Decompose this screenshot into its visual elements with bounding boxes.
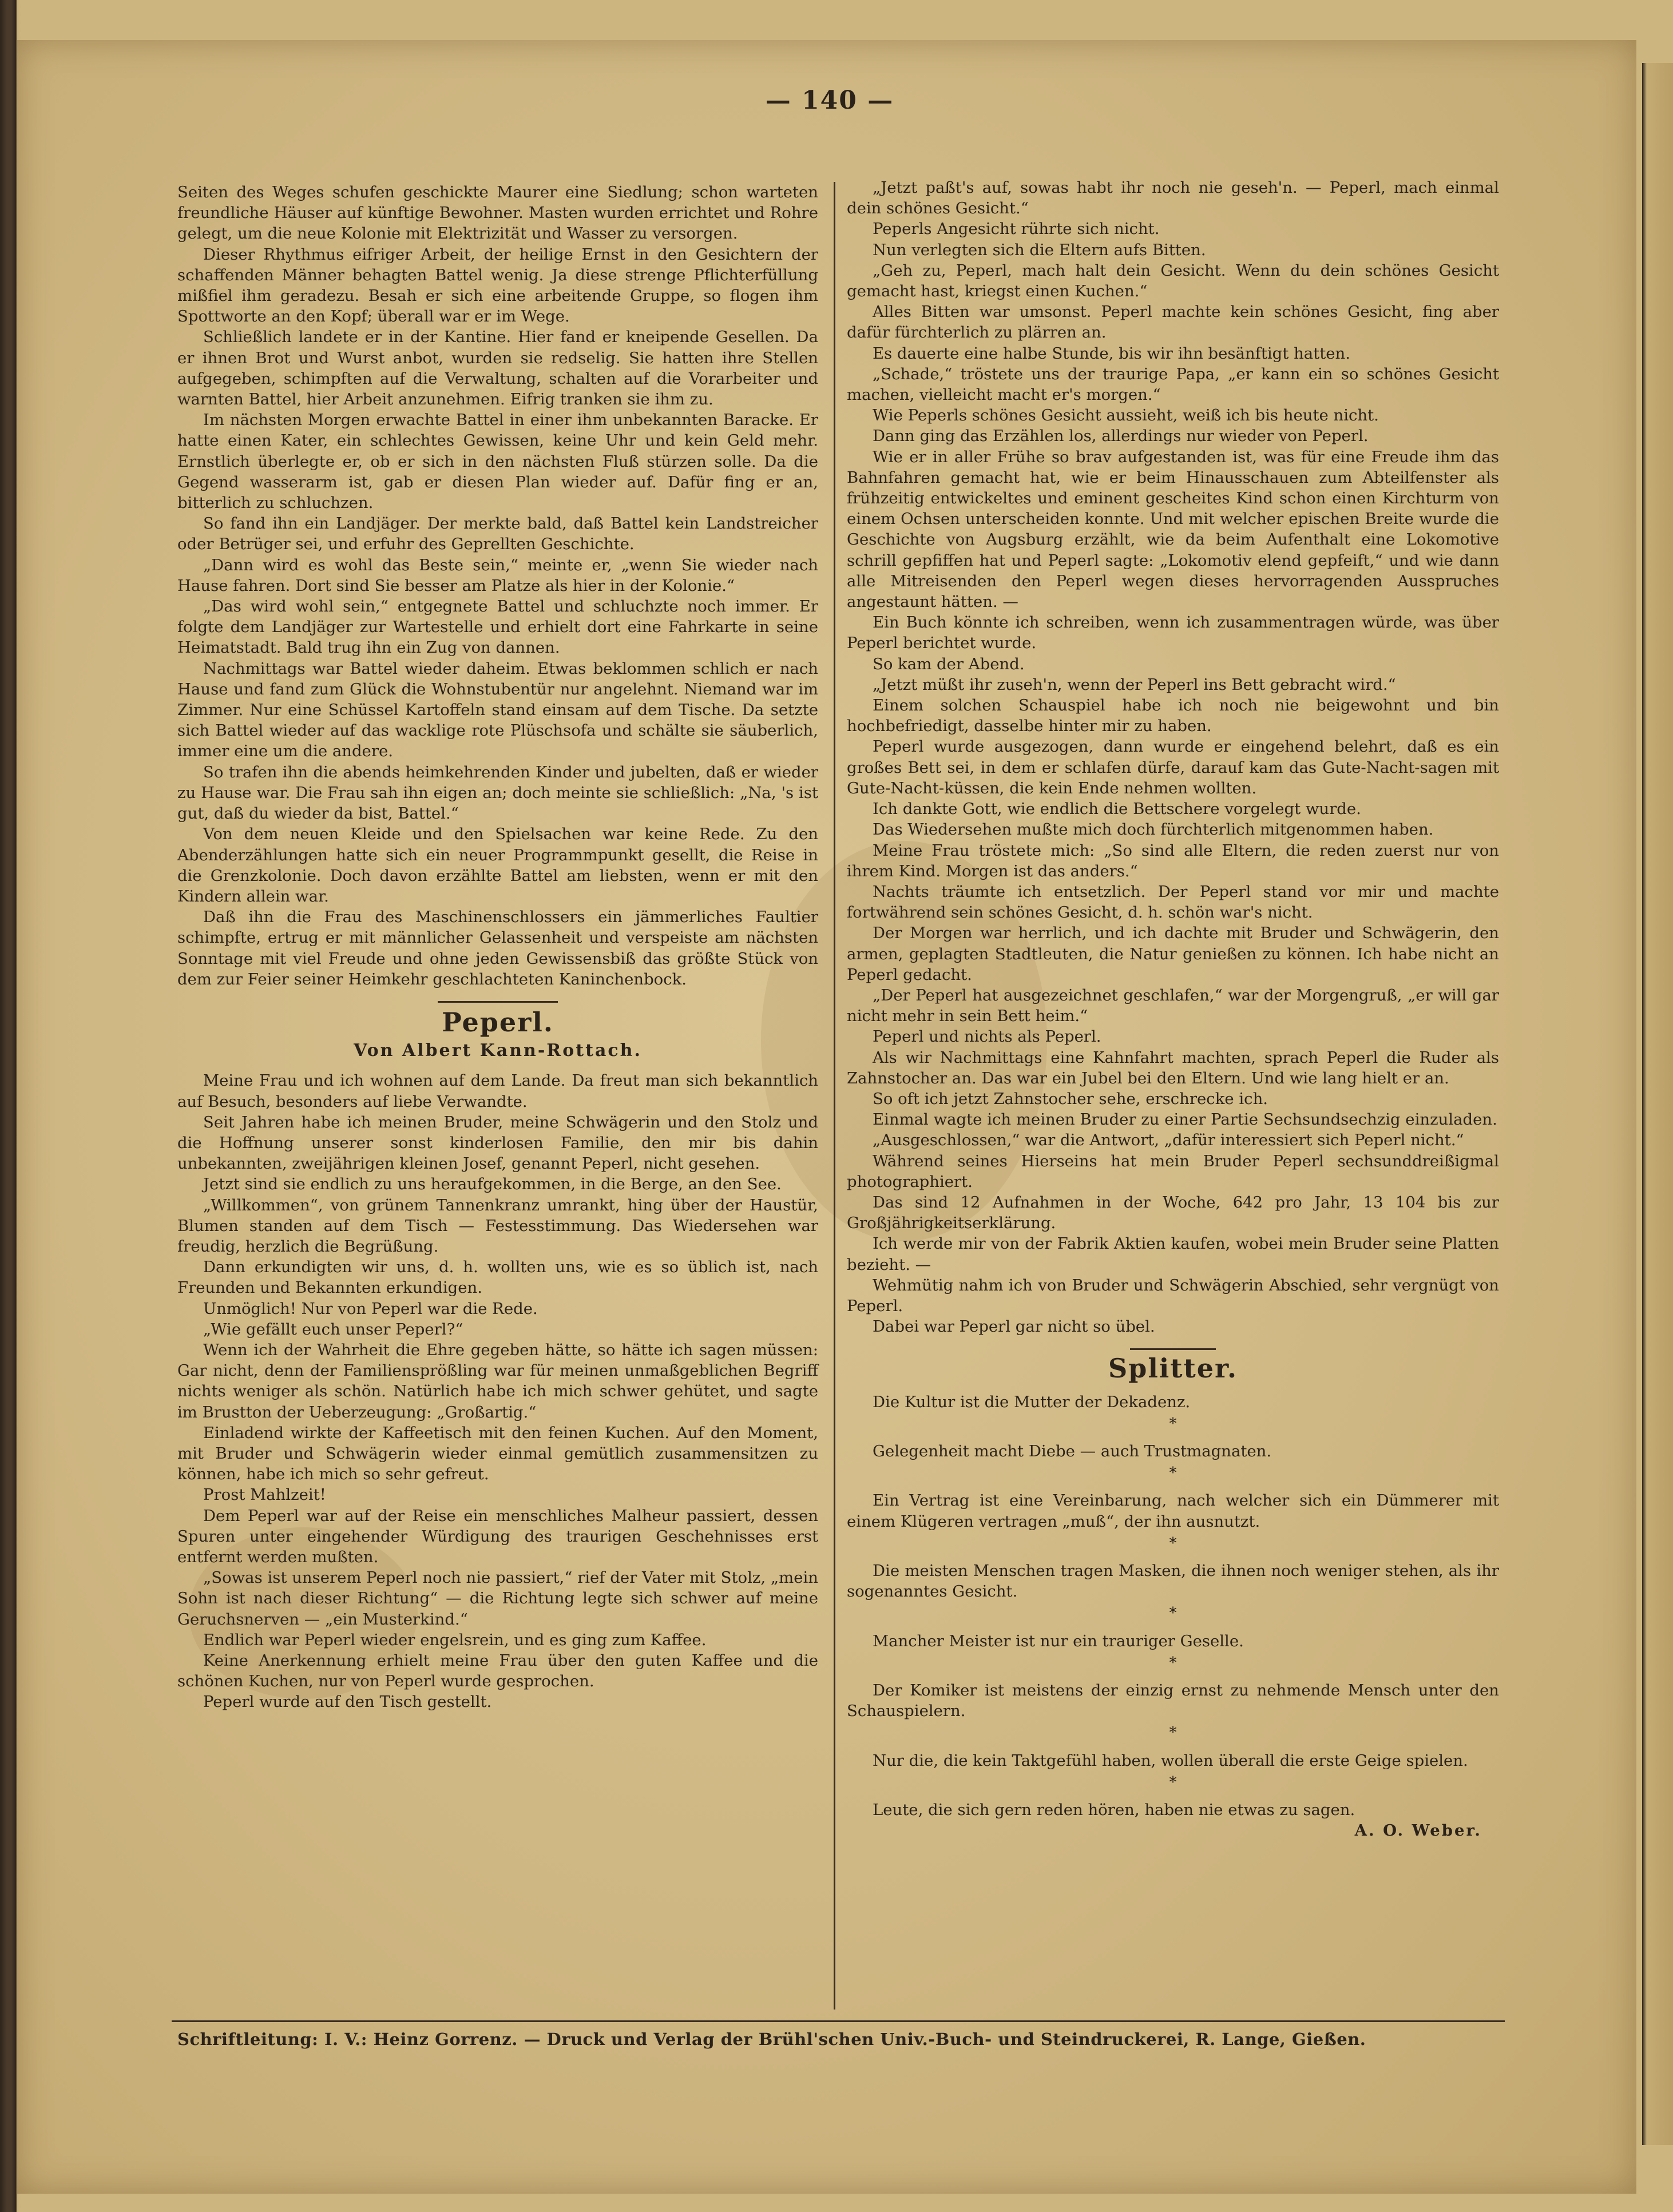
asterisk-separator: *	[1169, 1464, 1177, 1482]
paragraph: Während seines Hierseins hat mein Bruder Peperl sechsunddreißigmal photographiert.	[847, 1151, 1499, 1191]
adjacent-page-edge	[1642, 63, 1673, 2145]
paragraph: So kam der Abend.	[873, 654, 1025, 673]
aphorism: Gelegenheit macht Diebe — auch Trustmagnaten.	[873, 1441, 1272, 1460]
paragraph: Endlich war Peperl wieder engelsrein, und es ging zum Kaffee.	[203, 1630, 707, 1649]
paragraph: „Schade,“ tröstete uns der traurige Papa, „er kann ein so schönes Gesicht machen, vielleicht macht er's morgen.“	[847, 364, 1499, 404]
footer-rule	[172, 2020, 1505, 2022]
paragraph: Das sind 12 Aufnahmen in der Woche, 642 pro Jahr, 13 104 bis zur Großjährigkeitserklärung.	[847, 1193, 1499, 1233]
paragraph: „Der Peperl hat ausgezeichnet geschlafen,“ war der Morgengruß, „er will gar nicht mehr in sein Bett heim.“	[847, 986, 1499, 1026]
paragraph: „Geh zu, Peperl, mach halt dein Gesicht. Wenn du dein schönes Gesicht gemacht hast, kriegst einen Kuchen.“	[847, 261, 1499, 301]
aphorism: Mancher Meister ist nur ein trauriger Geselle.	[873, 1631, 1244, 1650]
asterisk-separator: *	[1169, 1415, 1177, 1432]
paragraph: Jetzt sind sie endlich zu uns heraufgekommen, in die Berge, an den See.	[203, 1175, 782, 1194]
paragraph: Von dem neuen Kleide und den Spielsachen war keine Rede. Zu den Abenderzählungen hatte sich ein neuer Programmpunkt gesellt, die Reise in die Grenzkolonie. Doch davon erzählte Battel am liebsten, wenn er mit den Kindern allein war.	[177, 825, 818, 906]
paragraph: Einem solchen Schauspiel habe ich noch nie beigewohnt und bin hochbefriedigt, dasselbe hinter mir zu haben.	[847, 696, 1499, 736]
paragraph: „Das wird wohl sein,“ entgegnete Battel und schluchzte noch immer. Er folgte dem Landjäger zur Wartestelle und erhielt dort eine Fahrkarte in seine Heimatstadt. Bald trug ihn ein Zug von dannen.	[177, 597, 818, 657]
section-divider	[1130, 1348, 1216, 1350]
right-column	[847, 177, 1499, 1841]
paragraph: Ein Buch könnte ich schreiben, wenn ich zusammentragen würde, was über Peperl berichtet wurde.	[847, 613, 1499, 653]
paragraph: Wie er in aller Frühe so brav aufgestanden ist, was für eine Freude ihm das Bahnfahren gemacht hat, wie er beim Hinausschauen zum Abteilfenster als frühzeitig entwickeltes und eminent gescheites Kind schon einen Kirchturm von einem Ochsen unterscheiden konnte. Und mit welcher epischen Breite wurde die Geschichte von Augsburg erzählt, wie da beim Aufenthalt eine Lokomotive schrill gepfiffen hat und Peperl sagte: „Lokomotiv elend gepfeift,“ und wie dann alle Mitreisenden den Peperl wegen dieses hervorragenden Ausspruches angestaunt hätten. —	[847, 447, 1499, 611]
asterisk-separator: *	[1169, 1773, 1177, 1791]
asterisk-separator: *	[1169, 1605, 1177, 1622]
paragraph: Prost Mahlzeit!	[203, 1486, 326, 1504]
paragraph: Wie Peperls schönes Gesicht aussieht, weiß ich bis heute nicht.	[873, 406, 1379, 425]
paragraph: Das Wiedersehen mußte mich doch fürchterlich mitgenommen haben.	[873, 820, 1434, 839]
aphorism: Die meisten Menschen tragen Masken, die ihnen noch weniger stehen, als ihr sogenanntes Gesicht.	[847, 1562, 1499, 1601]
paragraph: Schließlich landete er in der Kantine. Hier fand er kneipende Gesellen. Da er ihnen Brot und Wurst anbot, wurden sie redselig. Sie hatten ihre Stellen aufgegeben, schimpften auf die Verwaltung, schalten auf die Vorarbeiter und warnten Battel, hier Arbeit anzunehmen. Eifrig tranken sie ihm zu.	[177, 328, 818, 409]
section-divider	[438, 1001, 558, 1003]
paragraph: „Jetzt müßt ihr zuseh'n, wenn der Peperl ins Bett gebracht wird.“	[873, 675, 1396, 694]
paragraph: Nun verlegten sich die Eltern aufs Bitten.	[873, 240, 1206, 259]
paragraph: Ich dankte Gott, wie endlich die Bettschere vorgelegt wurde.	[873, 800, 1361, 819]
paragraph: Peperls Angesicht rührte sich nicht.	[873, 220, 1160, 239]
paragraph: Dem Peperl war auf der Reise ein menschliches Malheur passiert, dessen Spuren unter eingehender Würdigung des traurigen Geschehnisses erst entfernt werden mußten.	[177, 1506, 818, 1566]
paragraph: Einladend wirkte der Kaffeetisch mit den feinen Kuchen. Auf den Moment, mit Bruder und Schwägerin wieder einmal gemütlich zusammensitzen zu können, habe ich mich so sehr gefreut.	[177, 1423, 818, 1484]
aphorism: Nur die, die kein Taktgefühl haben, wollen überall die erste Geige spielen.	[873, 1751, 1468, 1770]
paragraph: Nachmittags war Battel wieder daheim. Etwas beklommen schlich er nach Hause und fand zum Glück die Wohnstubentür nur angelehnt. Niemand war im Zimmer. Nur eine Schüssel Kartoffeln stand einsam auf dem Tische. Da setzte sich Battel wieder auf das wacklige rote Plüschsofa und schälte sie säuberlich, immer eine um die andere.	[177, 659, 818, 761]
splitter-title: Splitter.	[1108, 1353, 1238, 1384]
column-divider	[834, 182, 835, 2010]
paragraph: „Ausgeschlossen,“ war die Antwort, „dafür interessiert sich Peperl nicht.“	[873, 1131, 1464, 1150]
paragraph: Der Morgen war herrlich, und ich dachte mit Bruder und Schwägerin, den armen, geplagten Stadtleuten, die Natur genießen zu können. Ich habe nicht an Peperl gedacht.	[847, 924, 1499, 984]
paragraph: So oft ich jetzt Zahnstocher sehe, erschrecke ich.	[873, 1089, 1268, 1108]
aphorism: Die Kultur ist die Mutter der Dekadenz.	[873, 1392, 1191, 1411]
paragraph: Dann erkundigten wir uns, d. h. wollten uns, wie es so üblich ist, nach Freunden und Bekannten erkundigen.	[177, 1258, 818, 1297]
asterisk-separator: *	[1169, 1724, 1177, 1742]
imprint-footer: Schriftleitung: I. V.: Heinz Gorrenz. — Druck und Verlag der Brühl'schen Univ.-Buch- und Steindruckerei, R. Lange, Gießen.	[177, 2030, 1366, 2049]
paragraph: Im nächsten Morgen erwachte Battel in einer ihm unbekannten Baracke. Er hatte einen Kater, ein schlechtes Gewissen, keine Uhr und kein Geld mehr. Ernstlich überlegte er, ob er sich in den nächsten Fluß stürzen solle. Da die Gegend wasserarm ist, gab er diesen Plan wieder auf. Dafür fing er an, bitterlich zu schluchzen.	[177, 411, 818, 513]
paragraph: Meine Frau tröstete mich: „So sind alle Eltern, die reden zuerst nur von ihrem Kind. Morgen ist das anders.“	[847, 841, 1499, 880]
paragraph: So fand ihn ein Landjäger. Der merkte bald, daß Battel kein Landstreicher oder Betrüger sei, und erfuhr des Geprellten Geschichte.	[177, 514, 818, 554]
paragraph: Seiten des Weges schufen geschickte Maurer eine Siedlung; schon warteten freundliche Häuser auf künftige Bewohner. Masten wurden errichtet und Rohre gelegt, um die neue Kolonie mit Elektrizität und Wasser zu versorgen.	[177, 183, 818, 243]
paragraph: „Dann wird es wohl das Beste sein,“ meinte er, „wenn Sie wieder nach Hause fahren. Dort sind Sie besser am Platze als hier in der Kolonie.“	[177, 555, 818, 595]
aphorism: Leute, die sich gern reden hören, haben nie etwas zu sagen.	[873, 1801, 1355, 1820]
paragraph: Daß ihn die Frau des Maschinenschlossers ein jämmerliches Faultier schimpfte, ertrug er mit männlicher Gelassenheit und verspeiste am nächsten Sonntage mit viel Freude und ohne jeden Gewissensbiß das größte Stück von dem zur Feier seiner Heimkehr geschlachteten Kaninchenbock.	[177, 908, 818, 988]
paragraph: Als wir Nachmittags eine Kahnfahrt machten, sprach Peperl die Ruder als Zahnstocher an. Das war ein Jubel bei den Eltern. Und wie lang hielt er an.	[847, 1048, 1499, 1087]
paragraph: Seit Jahren habe ich meinen Bruder, meine Schwägerin und den Stolz und die Hoffnung unserer sonst kinderlosen Familie, den mir bis dahin unbekannten, zweijährigen kleinen Josef, genannt Peperl, nicht gesehen.	[177, 1113, 818, 1173]
paragraph: „Sowas ist unserem Peperl noch nie passiert,“ rief der Vater mit Stolz, „mein Sohn ist nach dieser Richtung“ — die Richtung legte sich schwer auf meine Geruchsnerven — „ein Musterkind.“	[177, 1568, 818, 1629]
paragraph: Es dauerte eine halbe Stunde, bis wir ihn besänftigt hatten.	[873, 344, 1351, 363]
paragraph: Peperl wurde ausgezogen, dann wurde er eingehend belehrt, daß es ein großes Bett sei, in dem er schlafen dürfe, darauf kam das Gute-Nacht-sagen mit Gute-Nacht-küssen, die kein Ende nehmen wollten.	[847, 737, 1499, 797]
paragraph: Unmöglich! Nur von Peperl war die Rede.	[203, 1299, 538, 1318]
paragraph: Nachts träumte ich entsetzlich. Der Peperl stand vor mir und machte fortwährend sein schönes Gesicht, d. h. schön war's nicht.	[847, 882, 1499, 922]
paragraph: „Willkommen“, von grünem Tannenkranz umrankt, hing über der Haustür, Blumen standen auf dem Tisch — Festesstimmung. Das Wiedersehen war freudig, herzlich die Begrüßung.	[177, 1196, 818, 1256]
asterisk-separator: *	[1169, 1654, 1177, 1671]
story-byline: Von Albert Kann-Rottach.	[354, 1041, 642, 1061]
paragraph: Einmal wagte ich meinen Bruder zu einer Partie Sechsundsechzig einzuladen.	[873, 1110, 1497, 1129]
author-signature: A. O. Weber.	[1354, 1821, 1482, 1840]
aphorism: Der Komiker ist meistens der einzig ernst zu nehmende Mensch unter den Schauspielern.	[847, 1681, 1499, 1721]
left-column	[177, 182, 818, 1713]
paragraph: Wehmütig nahm ich von Bruder und Schwägerin Abschied, sehr vergnügt von Peperl.	[847, 1276, 1499, 1315]
paragraph: Dieser Rhythmus eifriger Arbeit, der heilige Ernst in den Gesichtern der schaffenden Männer behagten Battel wenig. Ja diese strenge Pflichterfüllung mißfiel ihm geradezu. Besah er sich eine arbeitende Gruppe, so flogen ihm Spottworte an den Kopf; überall war er im Wege.	[177, 245, 818, 326]
paragraph: Wenn ich der Wahrheit die Ehre gegeben hätte, so hätte ich sagen müssen: Gar nicht, denn der Familiensprößling war für meinen unmaßgeblichen Begriff nichts weniger als schön. Natürlich habe ich mich schwer gehütet, und sagte im Brustton der Ueberzeugung: „Großartig.“	[177, 1340, 818, 1421]
paragraph: Dann ging das Erzählen los, allerdings nur wieder von Peperl.	[873, 427, 1369, 446]
asterisk-separator: *	[1169, 1534, 1177, 1552]
paragraph: Alles Bitten war umsonst. Peperl machte kein schönes Gesicht, fing aber dafür fürchterlich zu plärren an.	[847, 303, 1499, 342]
paragraph: „Wie gefällt euch unser Peperl?“	[203, 1320, 463, 1339]
paragraph: „Jetzt paßt's auf, sowas habt ihr noch nie geseh'n. — Peperl, mach einmal dein schönes Gesicht.“	[847, 178, 1499, 218]
paragraph: Dabei war Peperl gar nicht so übel.	[873, 1317, 1155, 1336]
paragraph: Ich werde mir von der Fabrik Aktien kaufen, wobei mein Bruder seine Platten bezieht. —	[847, 1234, 1499, 1274]
paragraph: Peperl und nichts als Peperl.	[873, 1027, 1101, 1046]
paragraph: So trafen ihn die abends heimkehrenden Kinder und jubelten, daß er wieder zu Hause war. Die Frau sah ihn eigen an; doch meinte sie schließlich: „Na, 's ist gut, daß du wieder da bist, Battel.“	[177, 763, 818, 823]
paragraph: Keine Anerkennung erhielt meine Frau über den guten Kaffee und die schönen Kuchen, nur von Peperl wurde gesprochen.	[177, 1651, 818, 1691]
story-title: Peperl.	[442, 1006, 554, 1038]
paragraph: Meine Frau und ich wohnen auf dem Lande. Da freut man sich bekanntlich auf Besuch, besonders auf liebe Verwandte.	[177, 1071, 818, 1111]
paragraph: Peperl wurde auf den Tisch gestellt.	[203, 1693, 492, 1711]
page-number: — 140 —	[765, 86, 894, 115]
aphorism: Ein Vertrag ist eine Vereinbarung, nach welcher sich ein Dümmerer mit einem Klügeren vertragen „muß“, der ihn ausnutzt.	[847, 1491, 1499, 1531]
